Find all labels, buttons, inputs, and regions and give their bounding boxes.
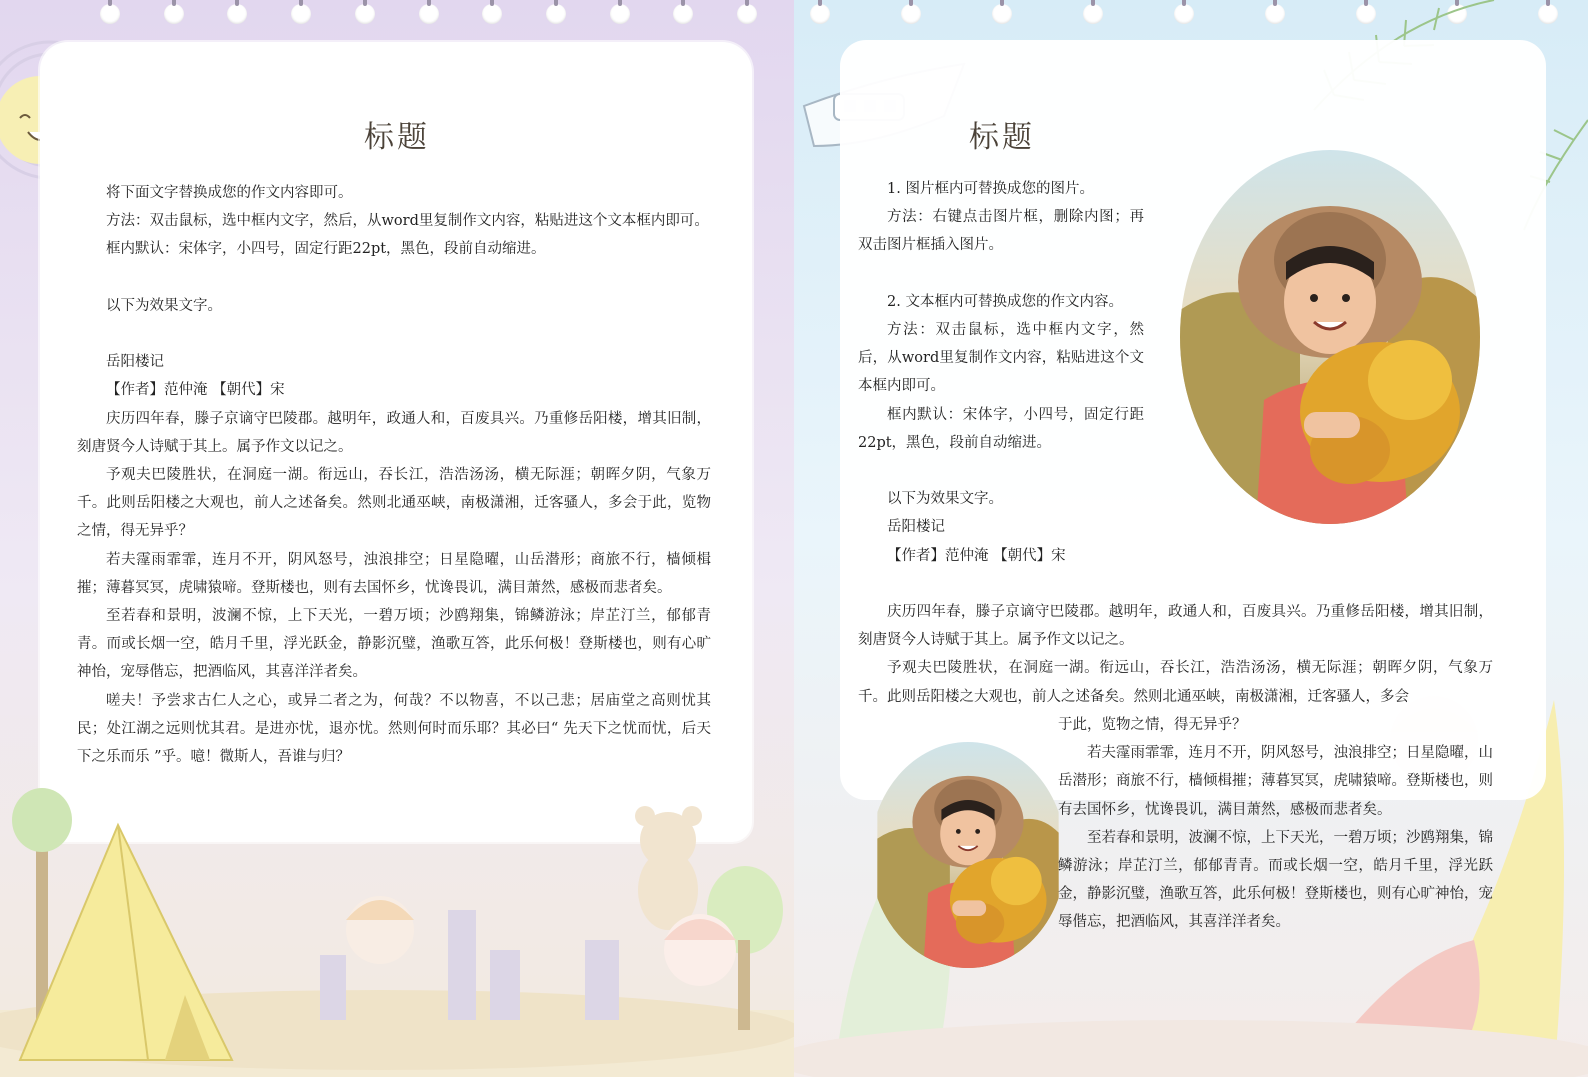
right-page-title: 标题 (969, 120, 1035, 155)
binder-hole (355, 4, 375, 24)
right-top-text (858, 175, 1144, 570)
binder-hole (100, 4, 120, 24)
binder-hole (737, 4, 757, 24)
binder-hole (291, 4, 311, 24)
binder-hole (901, 4, 921, 24)
right-bottom-text (1058, 711, 1493, 937)
paragraph: 【作者】范仲淹 【朝代】宋 (106, 382, 285, 399)
paragraph: 方法：双击鼠标，选中框内文字，然后，从word里复制作文内容，粘贴进这个文本框内即可。 (106, 213, 709, 230)
binder-hole (992, 4, 1012, 24)
tent-icon (20, 825, 232, 1060)
binder-hole (1174, 4, 1194, 24)
paragraph: 若夫霪雨霏霏，连月不开，阴风怒号，浊浪排空；日星隐曜，山岳潜形；商旅不行，樯倾楫摧；薄暮冥冥，虎啸猿啼。登斯楼也，则有去国怀乡，忧谗畏讥，满目萧然，感极而悲者矣。 (77, 551, 711, 596)
bear-icon (635, 806, 702, 930)
binder-hole (164, 4, 184, 24)
paragraph: 【作者】范仲淹 【朝代】宋 (887, 547, 1066, 564)
paragraph: 以下为效果文字。 (106, 297, 222, 314)
child-photo-icon (1180, 150, 1480, 524)
paragraph: 若夫霪雨霏霏，连月不开，阴风怒号，浊浪排空；日星隐曜，山岳潜形；商旅不行，樯倾楫摧；薄暮冥冥，虎啸猿啼。登斯楼也，则有去国怀乡，忧谗畏讥，满目萧然，感极而悲者矣。 (1058, 745, 1493, 818)
paragraph: 1. 图片框内可替换成您的图片。 (887, 181, 1094, 197)
paragraph (77, 264, 711, 292)
paragraph: 予观夫巴陵胜状，在洞庭一湖。衔远山，吞长江，浩浩汤汤，横无际涯；朝晖夕阴，气象万千。此则岳阳楼之大观也，前人之述备矣。然则北通巫峡，南极潇湘，迁客骚人，多会于此，览物之情，得无异乎？ (77, 467, 711, 540)
child-photo-small[interactable] (870, 742, 1066, 968)
paragraph: 2. 文本框内可替换成您的作文内容。 (887, 293, 1123, 310)
right-page (794, 0, 1588, 1077)
paragraph: 嗟夫！予尝求古仁人之心，或异二者之为，何哉？不以物喜，不以己悲；居庙堂之高则忧其民；处江湖之远则忧其君。是进亦忧，退亦忧。然则何时而乐耶？其必曰“ 先天下之忧而忧，后天下之乐而乐 ”乎。噫！微斯人，吾谁与归？ (77, 692, 711, 766)
binder-hole (1083, 4, 1103, 24)
right-mid-text (858, 598, 1493, 711)
paragraph: 于此，览物之情，得无异乎？ (1058, 717, 1247, 733)
binder-hole (482, 4, 502, 24)
paragraph: 至若春和景明，波澜不惊，上下天光，一碧万顷；沙鸥翔集，锦鳞游泳；岸芷汀兰，郁郁青青。而或长烟一空，皓月千里，浮光跃金，静影沉璧，渔歌互答，此乐何极！登斯楼也，则有心旷神怡，宠辱偕忘，把酒临风，其喜洋洋者矣。 (1058, 829, 1493, 931)
binder-hole (610, 4, 630, 24)
binder-hole (419, 4, 439, 24)
paragraph: 至若春和景明，波澜不惊，上下天光，一碧万顷；沙鸥翔集，锦鳞游泳；岸芷汀兰，郁郁青青。而或长烟一空，皓月千里，浮光跃金，静影沉璧，渔歌互答，此乐何极！登斯楼也，则有心旷神怡，宠辱偕忘，把酒临风，其喜洋洋者矣。 (77, 608, 711, 681)
binder-hole (1265, 4, 1285, 24)
paragraph: 岳阳楼记 (106, 354, 164, 371)
child-photo-icon (870, 742, 1066, 968)
binder-holes-left (0, 0, 794, 30)
paragraph: 庆历四年春，滕子京谪守巴陵郡。越明年，政通人和，百废具兴。乃重修岳阳楼，增其旧制，刻唐贤今人诗赋于其上。属予作文以记之。 (77, 410, 711, 455)
paragraph: 框内默认：宋体字，小四号，固定行距22pt，黑色，段前自动缩进。 (858, 406, 1144, 451)
binder-hole (227, 4, 247, 24)
paragraph: 予观夫巴陵胜状，在洞庭一湖。衔远山，吞长江，浩浩汤汤，横无际涯；朝晖夕阴，气象万千。此则岳阳楼之大观也，前人之述备矣。然则北通巫峡，南极潇湘，迁客骚人，多会 (858, 660, 1493, 705)
binder-hole (546, 4, 566, 24)
paragraph: 方法：双击鼠标，选中框内文字，然后，从word里复制作文内容，粘贴进这个文本框内即可。 (858, 322, 1144, 395)
paragraph: 庆历四年春，滕子京谪守巴陵郡。越明年，政通人和，百废具兴。乃重修岳阳楼，增其旧制，刻唐贤今人诗赋于其上。属予作文以记之。 (858, 604, 1493, 649)
paragraph (858, 457, 1144, 485)
child-photo-large[interactable] (1180, 150, 1480, 524)
paragraph: 岳阳楼记 (887, 519, 945, 536)
paragraph (77, 320, 711, 348)
landscape-scene-left (0, 780, 794, 1077)
paragraph: 框内默认：宋体字，小四号，固定行距22pt，黑色，段前自动缩进。 (106, 241, 546, 258)
paragraph: 以下为效果文字。 (887, 491, 1003, 508)
paragraph (858, 260, 1144, 288)
binder-hole (810, 4, 830, 24)
paragraph: 方法：右键点击图片框，删除内图；再双击图片框插入图片。 (858, 209, 1144, 254)
left-body-text (77, 179, 711, 771)
binder-hole (673, 4, 693, 24)
paragraph: 将下面文字替换成您的作文内容即可。 (106, 185, 353, 201)
left-page-title: 标题 (364, 120, 430, 155)
